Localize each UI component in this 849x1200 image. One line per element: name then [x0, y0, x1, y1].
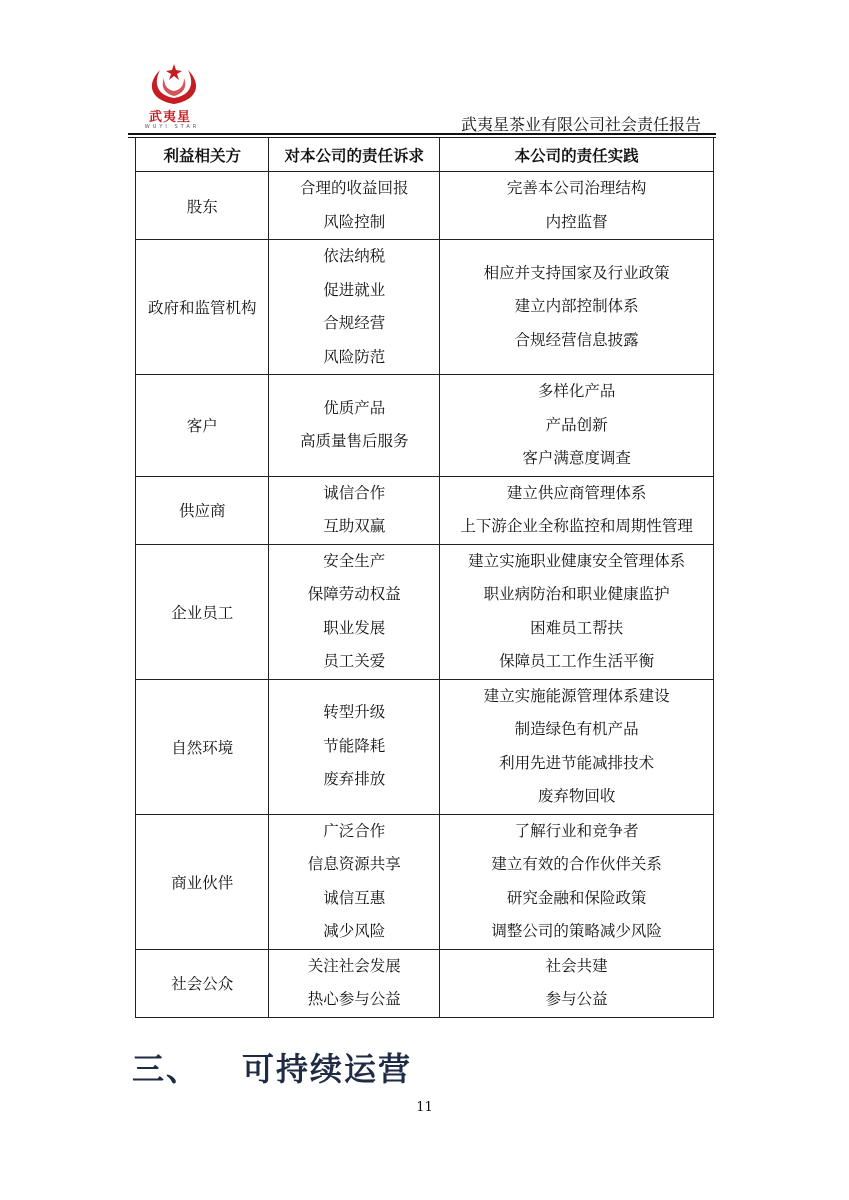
- practice-item: 上下游企业全称监控和周期性管理: [460, 517, 693, 535]
- demand-item: 诚信互惠: [323, 888, 386, 907]
- table-row: [136, 476, 714, 544]
- table-row: [136, 949, 714, 1017]
- practice-item: 建立实施职业健康安全管理体系: [468, 551, 686, 570]
- demands-cell: [269, 172, 440, 240]
- demand-item: 安全生产: [323, 551, 386, 570]
- practices-cell: [440, 814, 714, 949]
- stakeholder-cell: [136, 814, 269, 949]
- stakeholder-name: 自然环境: [171, 738, 234, 757]
- page-number: 11: [416, 1100, 433, 1115]
- stakeholder-cell: [136, 949, 269, 1017]
- demand-item: 节能降耗: [323, 736, 386, 755]
- practice-item: 合规经营信息披露: [514, 330, 639, 349]
- stakeholder-name: 供应商: [178, 502, 226, 520]
- demands-cell: [269, 814, 440, 949]
- stakeholder-name: 社会公众: [171, 975, 234, 993]
- practices-cell: [440, 544, 714, 679]
- header-stakeholder: 利益相关方: [136, 138, 269, 172]
- practice-item: 建立实施能源管理体系建设: [483, 686, 670, 705]
- demand-item: 合理的收益回报: [300, 179, 409, 197]
- demand-item: 合规经营: [323, 314, 386, 332]
- stakeholder-name: 股东: [186, 197, 218, 216]
- demand-item: 转型升级: [323, 703, 386, 722]
- table-row: [136, 544, 714, 679]
- stakeholder-name: 政府和监管机构: [147, 299, 257, 317]
- header-divider: [128, 133, 716, 135]
- practice-item: 客户满意度调查: [522, 449, 631, 467]
- demand-item: 员工关爱: [323, 652, 386, 670]
- practice-item: 内控监督: [545, 212, 608, 231]
- header-demands: 对本公司的责任诉求: [269, 138, 440, 172]
- practice-item: 建立有效的合作伙伴关系: [491, 855, 662, 873]
- stakeholder-cell: [136, 172, 269, 240]
- logo-subtext: WUYI STAR: [144, 124, 200, 130]
- demand-item: 信息资源共享: [307, 855, 401, 873]
- table-row: [136, 172, 714, 240]
- practice-item: 职业病防治和职业健康监护: [483, 585, 670, 603]
- header-practices: 本公司的责任实践: [440, 138, 714, 172]
- practice-item: 相应并支持国家及行业政策: [483, 263, 670, 282]
- practice-item: 制造绿色有机产品: [514, 720, 639, 738]
- stakeholder-cell: [136, 679, 269, 814]
- stakeholder-name: 商业伙伴: [171, 873, 234, 892]
- demands-cell: [269, 949, 440, 1017]
- practices-cell: [440, 476, 714, 544]
- demands-cell: [269, 375, 440, 477]
- demands-cell: [269, 476, 440, 544]
- demands-cell: [269, 679, 440, 814]
- demand-item: 废弃排放: [323, 770, 386, 789]
- practice-item: 社会共建: [545, 956, 608, 975]
- practice-item: 保障员工工作生活平衡: [499, 652, 655, 670]
- demand-item: 依法纳税: [323, 247, 386, 265]
- demand-item: 风险控制: [323, 212, 386, 231]
- demand-item: 保障劳动权益: [307, 585, 401, 603]
- table-row: [136, 375, 714, 477]
- demand-item: 优质产品: [323, 398, 386, 417]
- demands-cell: [269, 544, 440, 679]
- stakeholder-cell: [136, 375, 269, 477]
- practice-item: 研究金融和保险政策: [506, 888, 647, 907]
- practices-cell: [440, 949, 714, 1017]
- section-heading: [132, 1044, 412, 1090]
- practice-item: 调整公司的策略减少风险: [491, 922, 662, 940]
- practices-cell: [440, 679, 714, 814]
- table-row: [136, 240, 714, 375]
- section-title: 可持续运营: [242, 1050, 413, 1088]
- demand-item: 热心参与公益: [307, 990, 401, 1008]
- practices-cell: [440, 240, 714, 375]
- stakeholder-cell: [136, 544, 269, 679]
- practice-item: 建立内部控制体系: [514, 297, 639, 316]
- demand-item: 广泛合作: [323, 821, 386, 840]
- practice-item: 参与公益: [545, 990, 608, 1008]
- practice-item: 多样化产品: [537, 382, 616, 400]
- demand-item: 关注社会发展: [307, 956, 401, 975]
- practice-item: 建立供应商管理体系: [506, 483, 647, 502]
- practice-item: 产品创新: [545, 415, 608, 434]
- section-number: 三、: [132, 1050, 201, 1088]
- demand-item: 减少风险: [323, 922, 386, 940]
- demand-item: 促进就业: [323, 280, 386, 299]
- demand-item: 互助双赢: [323, 517, 386, 535]
- practice-item: 困难员工帮扶: [530, 618, 624, 637]
- practices-cell: [440, 172, 714, 240]
- demands-cell: [269, 240, 440, 375]
- practice-item: 利用先进节能减排技术: [499, 753, 655, 772]
- practice-item: 完善本公司治理结构: [506, 179, 647, 197]
- demand-item: 风险防范: [323, 347, 386, 366]
- report-title: 武夷星茶业有限公司社会责任报告: [460, 115, 701, 134]
- stakeholder-name: 企业员工: [171, 603, 234, 622]
- table-row: [136, 814, 714, 949]
- table-row: [136, 679, 714, 814]
- stakeholder-cell: [136, 240, 269, 375]
- table-header-row: [136, 138, 714, 172]
- demand-item: 高质量售后服务: [300, 432, 409, 451]
- practice-item: 了解行业和竞争者: [514, 821, 639, 840]
- practice-item: 废弃物回收: [537, 787, 616, 805]
- table-body: [136, 172, 714, 1018]
- logo-text: 武夷星: [148, 110, 191, 125]
- stakeholder-cell: [136, 476, 269, 544]
- stakeholder-table: [135, 137, 714, 1018]
- demand-item: 职业发展: [323, 618, 386, 637]
- practices-cell: [440, 375, 714, 477]
- stakeholder-name: 客户: [186, 417, 218, 436]
- demand-item: 诚信合作: [323, 483, 386, 502]
